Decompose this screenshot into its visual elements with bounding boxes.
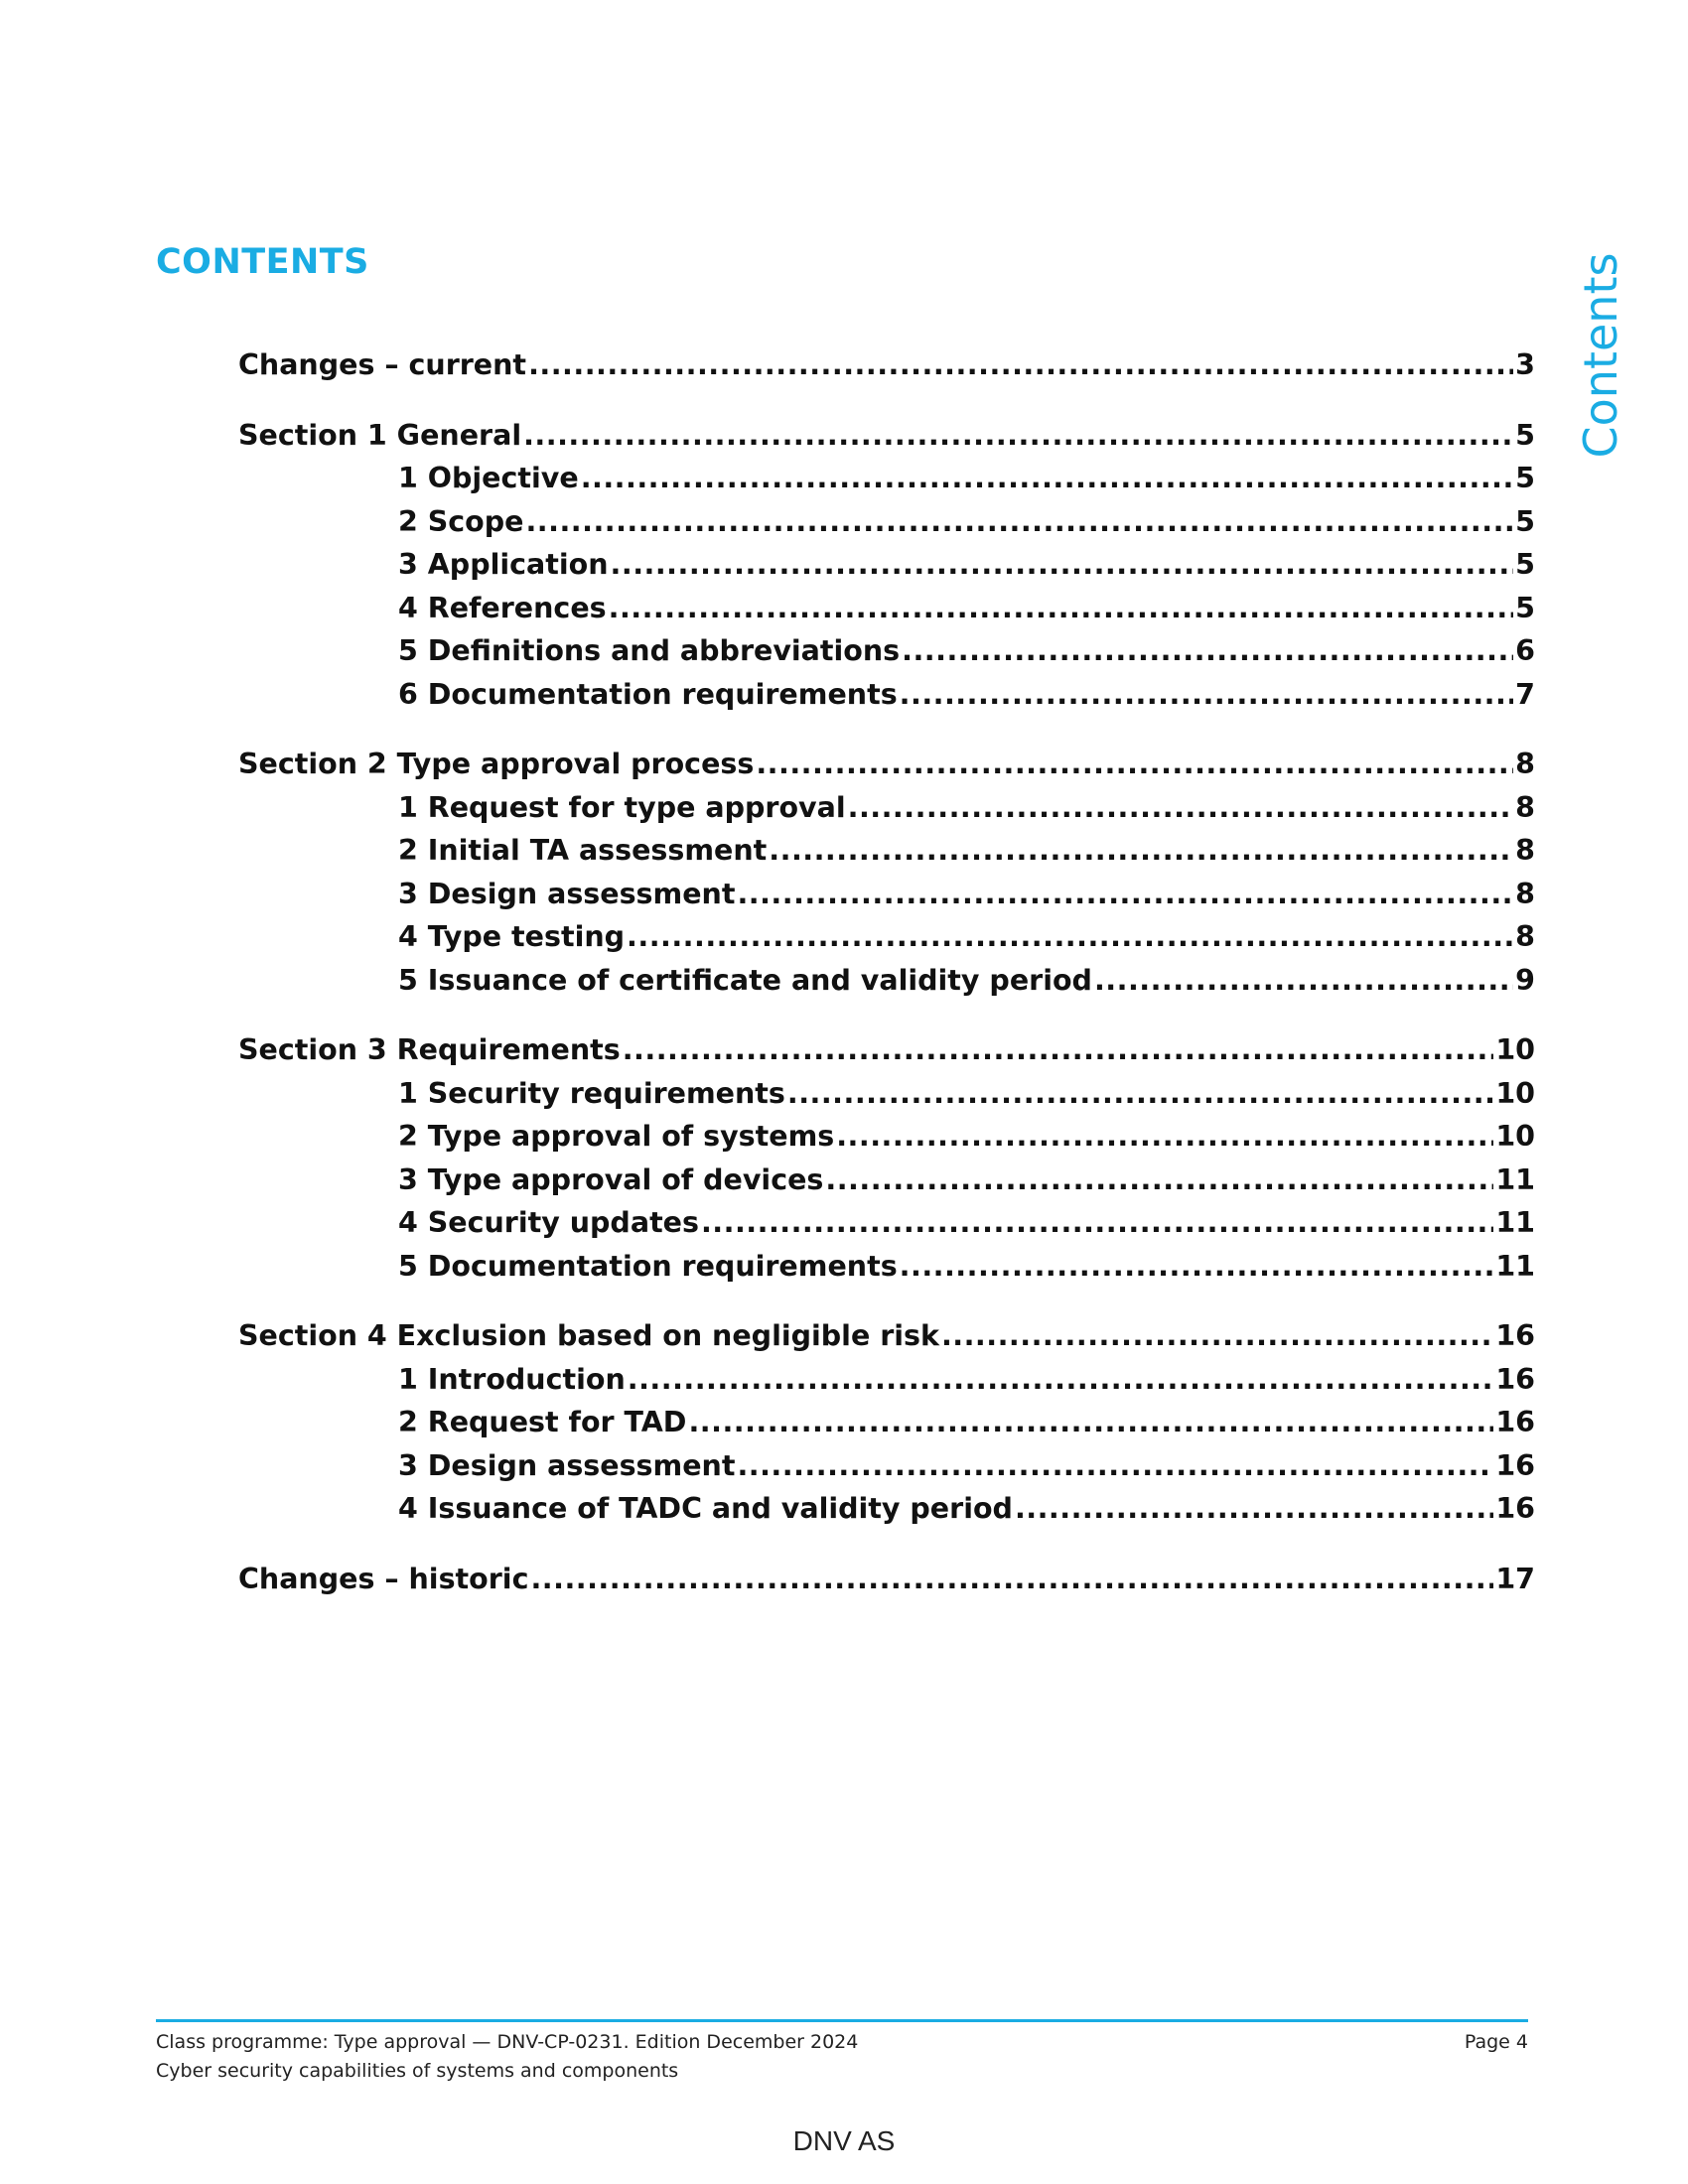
toc-entry-title: 5 Issuance of certificate and validity period xyxy=(398,963,1092,997)
footer-page-number: Page 4 xyxy=(1464,2031,1528,2053)
toc-entry-title: 3 Type approval of devices xyxy=(398,1162,824,1196)
toc-subentry[interactable] xyxy=(398,920,1535,964)
toc-page-number: 10 xyxy=(1495,1076,1535,1110)
dot-leader xyxy=(701,1206,1493,1239)
toc-entry-title: 5 Documentation requirements xyxy=(398,1249,898,1283)
toc-subentry[interactable] xyxy=(398,1492,1535,1536)
toc-entry-title: Section 3 Requirements xyxy=(238,1033,621,1066)
toc-page-number: 3 xyxy=(1515,348,1535,381)
dot-leader xyxy=(756,748,1513,780)
dot-leader xyxy=(902,634,1513,667)
toc-page-number: 10 xyxy=(1495,1033,1535,1066)
dot-leader xyxy=(1015,1492,1493,1525)
dot-leader xyxy=(523,419,1513,452)
toc-entry-title: 3 Design assessment xyxy=(398,877,736,910)
dot-leader xyxy=(769,834,1513,867)
toc-page-number: 6 xyxy=(1515,634,1535,667)
toc-subentry[interactable] xyxy=(398,1120,1535,1163)
toc-subentry[interactable] xyxy=(398,1206,1535,1250)
toc-entry-title: 4 Security updates xyxy=(398,1206,699,1239)
toc-page-number: 8 xyxy=(1515,748,1535,780)
dot-leader xyxy=(525,505,1513,538)
dot-leader xyxy=(609,592,1514,624)
toc-entry-title: Section 1 General xyxy=(238,418,522,452)
toc-entry-title: 2 Type approval of systems xyxy=(398,1120,835,1153)
footer-document-subtitle: Cyber security capabilities of systems and components xyxy=(156,2060,679,2082)
dot-leader xyxy=(611,548,1514,581)
toc-subentry[interactable] xyxy=(398,1250,1535,1294)
toc-subentry[interactable] xyxy=(398,834,1535,878)
footer-document-title: Class programme: Type approval — DNV-CP-0231. Edition December 2024 xyxy=(156,2031,859,2053)
toc-entry-title: 6 Documentation requirements xyxy=(398,677,898,711)
toc-page-number: 17 xyxy=(1495,1562,1535,1595)
toc-subentry[interactable] xyxy=(398,462,1535,505)
toc-page-number: 16 xyxy=(1495,1406,1535,1438)
toc-entry-title: 4 Type testing xyxy=(398,920,626,953)
toc-entry-title: 1 Request for type approval xyxy=(398,790,846,824)
toc-subentry[interactable] xyxy=(398,1163,1535,1207)
table-of-contents xyxy=(238,348,1535,1605)
dot-leader xyxy=(628,1363,1494,1396)
toc-entry-title: 2 Initial TA assessment xyxy=(398,834,768,867)
toc-page-number: 8 xyxy=(1515,877,1535,910)
toc-entry-title: 4 References xyxy=(398,591,607,624)
dot-leader xyxy=(581,462,1513,494)
toc-entry-title: 1 Security requirements xyxy=(398,1076,785,1110)
dot-leader xyxy=(530,1563,1493,1595)
toc-page-number: 9 xyxy=(1515,963,1535,997)
dot-leader xyxy=(836,1120,1493,1153)
toc-page-number: 8 xyxy=(1515,790,1535,824)
toc-entry-title: 3 Design assessment xyxy=(398,1448,736,1482)
dot-leader xyxy=(1094,964,1513,997)
toc-page-number: 8 xyxy=(1515,920,1535,953)
toc-page-number: 5 xyxy=(1515,462,1535,494)
toc-subentry[interactable] xyxy=(398,1406,1535,1449)
dot-leader xyxy=(848,791,1514,824)
side-tab xyxy=(1571,252,1630,459)
toc-subentry[interactable] xyxy=(398,548,1535,592)
toc-subentry[interactable] xyxy=(398,678,1535,722)
toc-entry-title: Changes – current xyxy=(238,348,527,381)
toc-subentry[interactable] xyxy=(398,634,1535,678)
toc-subentry[interactable] xyxy=(398,878,1535,921)
toc-subentry[interactable] xyxy=(398,1077,1535,1121)
toc-page-number: 5 xyxy=(1515,591,1535,624)
toc-entry-title: 3 Application xyxy=(398,548,609,581)
dot-leader xyxy=(737,878,1513,910)
dot-leader xyxy=(787,1077,1493,1110)
page-heading: CONTENTS xyxy=(156,242,369,282)
toc-subentry[interactable] xyxy=(398,964,1535,1008)
toc-entry[interactable] xyxy=(238,1563,1535,1606)
toc-entry-title: 5 Definitions and abbreviations xyxy=(398,634,901,667)
toc-page-number: 8 xyxy=(1515,834,1535,867)
dot-leader xyxy=(528,348,1513,381)
toc-page-number: 11 xyxy=(1495,1206,1535,1239)
toc-entry-title: Section 2 Type approval process xyxy=(238,748,755,780)
toc-subentry[interactable] xyxy=(398,592,1535,635)
toc-subentry[interactable] xyxy=(398,505,1535,549)
publisher-name: DNV AS xyxy=(792,2125,896,2156)
dot-leader xyxy=(737,1449,1493,1482)
toc-page-number: 16 xyxy=(1495,1448,1535,1482)
footer-divider xyxy=(156,2019,1528,2022)
toc-entry-title: 1 Introduction xyxy=(398,1362,626,1396)
side-tab-label: Contents xyxy=(1574,252,1627,459)
toc-entry-title: Section 4 Exclusion based on negligible risk xyxy=(238,1319,939,1352)
toc-page-number: 16 xyxy=(1495,1319,1535,1352)
dot-leader xyxy=(825,1163,1493,1196)
toc-entry[interactable] xyxy=(238,348,1535,392)
toc-page-number: 11 xyxy=(1495,1162,1535,1196)
dot-leader xyxy=(900,678,1513,711)
dot-leader xyxy=(900,1250,1494,1283)
toc-entry[interactable] xyxy=(238,748,1535,791)
toc-page-number: 5 xyxy=(1515,504,1535,538)
dot-leader xyxy=(627,920,1513,953)
toc-entry-title: Changes – historic xyxy=(238,1562,529,1595)
toc-page-number: 10 xyxy=(1495,1120,1535,1153)
toc-entry[interactable] xyxy=(238,1319,1535,1363)
toc-subentry[interactable] xyxy=(398,791,1535,835)
toc-entry-title: 2 Scope xyxy=(398,504,524,538)
toc-entry[interactable] xyxy=(238,419,1535,463)
toc-page-number: 7 xyxy=(1515,677,1535,711)
toc-page-number: 5 xyxy=(1515,418,1535,452)
toc-page-number: 16 xyxy=(1495,1362,1535,1396)
toc-entry[interactable] xyxy=(238,1033,1535,1077)
toc-entry-title: 1 Objective xyxy=(398,462,579,494)
toc-entry-title: 2 Request for TAD xyxy=(398,1406,687,1438)
toc-page-number: 11 xyxy=(1495,1249,1535,1283)
toc-entry-title: 4 Issuance of TADC and validity period xyxy=(398,1492,1013,1525)
toc-subentry[interactable] xyxy=(398,1363,1535,1407)
toc-subentry[interactable] xyxy=(398,1449,1535,1493)
dot-leader xyxy=(623,1033,1494,1066)
toc-page-number: 16 xyxy=(1495,1492,1535,1525)
toc-page-number: 5 xyxy=(1515,548,1535,581)
dot-leader xyxy=(941,1319,1493,1352)
dot-leader xyxy=(688,1406,1493,1438)
